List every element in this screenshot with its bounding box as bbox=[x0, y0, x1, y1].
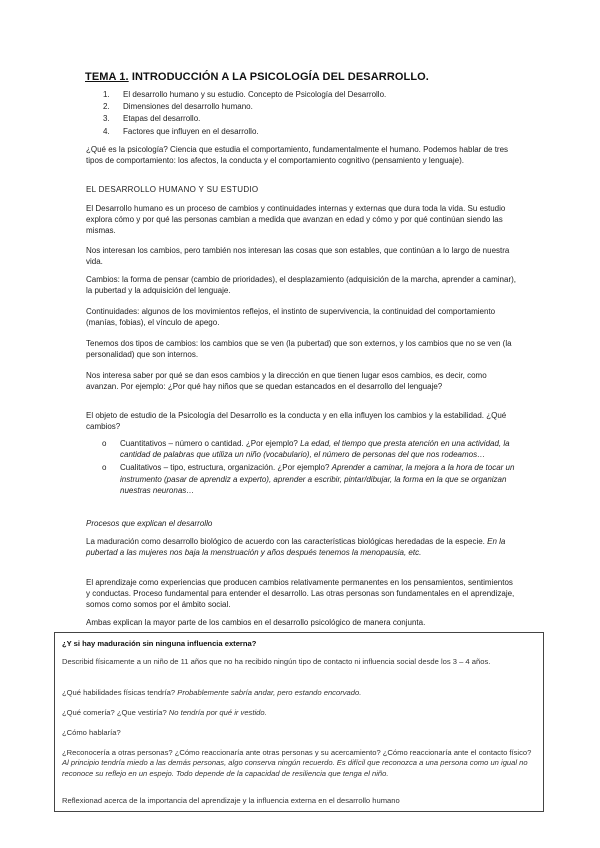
paragraph: Ambas explican la mayor parte de los cambios en el desarrollo psicológico de manera conjunta. bbox=[86, 618, 426, 627]
processes-heading: Procesos que explican el desarrollo bbox=[86, 519, 213, 528]
box-paragraph: ¿Qué habilidades físicas tendría? Probablemente sabría andar, pero estando encorvado. bbox=[62, 688, 362, 697]
paragraph: Nos interesa saber por qué se dan esos cambios y la dirección en que tienen lugar esos cambios, es decir, como avanzan. Por ejemplo: ¿Por qué hay niños que se quedan estancados en el desarrollo del lenguaje? bbox=[86, 371, 487, 392]
page-title bbox=[85, 71, 429, 83]
toc-item: 4. Factores que influyen en el desarrollo. bbox=[103, 126, 259, 136]
change-types-list bbox=[86, 438, 516, 498]
box-paragraph: ¿Reconocería a otras personas? ¿Cómo reaccionaría ante otras personas y su acercamiento? ¿Cómo reaccionaría ante el contacto físico? Al principio tendría miedo a las demás personas, algo conserva ningún recuerdo. Es difícil que reconozca a una persona como un igual no reconoce su reflejo en un espejo. Todo depende de la capacidad de resiliencia que tenga el niño. bbox=[62, 748, 532, 778]
reflection-box bbox=[54, 632, 544, 812]
box-paragraph: ¿Cómo hablaría? bbox=[62, 728, 121, 737]
intro-paragraph: ¿Qué es la psicología? Ciencia que estudia el comportamiento, fundamentalmente el humano. Podemos hablar de tres tipos de comportamiento: los afectos, la conducta y el comportamiento cognitivo (pensamiento y lenguaje). bbox=[86, 145, 509, 166]
list-item: o Cualitativos – tipo, estructura, organización. ¿Por ejemplo? Aprender a caminar, la mejora a la hora de tocar un instrumento (pasar de aprendiz a experto), aprender a escribir, pintar/dibujar, la forma en la que se organizan nuestras neuronas… bbox=[102, 463, 515, 495]
toc-item: 2. Dimensiones del desarrollo humano. bbox=[103, 102, 253, 112]
section-heading: EL DESARROLLO HUMANO Y SU ESTUDIO bbox=[86, 185, 259, 194]
paragraph: El aprendizaje como experiencias que producen cambios relativamente permanentes en los pensamientos, sentimientos y conductas. Proceso fundamental para entender el desarrollo. Las otras personas son fundamentales en el aprendizaje, somos como somos por el ámbito social. bbox=[86, 578, 515, 610]
toc-item: 1. El desarrollo humano y su estudio. Concepto de Psicología del Desarrollo. bbox=[103, 90, 387, 99]
box-paragraph: Describid físicamente a un niño de 11 años que no ha recibido ningún tipo de contacto ni influencia social desde los 3 – 4 años. bbox=[62, 657, 491, 666]
paragraph: El objeto de estudio de la Psicología del Desarrollo es la conducta y en ella influyen los cambios y la estabilidad. ¿Qué cambios? bbox=[86, 411, 507, 432]
table-of-contents bbox=[103, 89, 386, 138]
toc-item: 3. Etapas del desarrollo. bbox=[103, 114, 201, 124]
title-text: INTRODUCCIÓN A LA PSICOLOGÍA DEL DESARROLLO. bbox=[128, 71, 429, 83]
paragraph: La maduración como desarrollo biológico de acuerdo con las características biológicas heredadas de la especie. En la pubertad a las mujeres nos baja la menstruación y años después tenemos la menopausia, etc. bbox=[86, 537, 506, 558]
paragraph: El Desarrollo humano es un proceso de cambios y continuidades internas y externas que dura toda la vida. Su estudio explora cómo y por qué las personas cambian a medida que avanzan en edad y cómo y por qué continúan siendo las mismas. bbox=[86, 204, 506, 236]
title-number: TEMA 1. bbox=[85, 71, 129, 83]
paragraph: Nos interesan los cambios, pero también nos interesan las cosas que son estables, que continúan a lo largo de nuestra vida. bbox=[86, 246, 510, 267]
box-paragraph: Reflexionad acerca de la importancia del aprendizaje y la influencia externa en el desarrollo humano bbox=[62, 796, 400, 805]
list-item: o Cuantitativos – número o cantidad. ¿Por ejemplo? La edad, el tiempo que presta atención en una actividad, la cantidad de palabras que utiliza un niño (vocabulario), el número de personas del que nos rodeamos… bbox=[102, 439, 510, 460]
box-paragraph: ¿Qué comería? ¿Que vestiría? No tendría por qué ir vestido. bbox=[62, 708, 267, 717]
paragraph: Tenemos dos tipos de cambios: los cambios que se ven (la pubertad) que son externos, y los cambios que no se ven (la personalidad) que son internos. bbox=[86, 339, 512, 360]
paragraph: Cambios: la forma de pensar (cambio de prioridades), el desplazamiento (adquisición de la marcha, aprender a caminar), la pubertad y la adquisición del lenguaje. bbox=[86, 275, 516, 296]
box-heading: ¿Y si hay maduración sin ninguna influencia externa? bbox=[62, 639, 257, 648]
paragraph: Continuidades: algunos de los movimientos reflejos, el instinto de supervivencia, la continuidad del comportamiento (manías, fobias), el vínculo de apego. bbox=[86, 307, 496, 328]
